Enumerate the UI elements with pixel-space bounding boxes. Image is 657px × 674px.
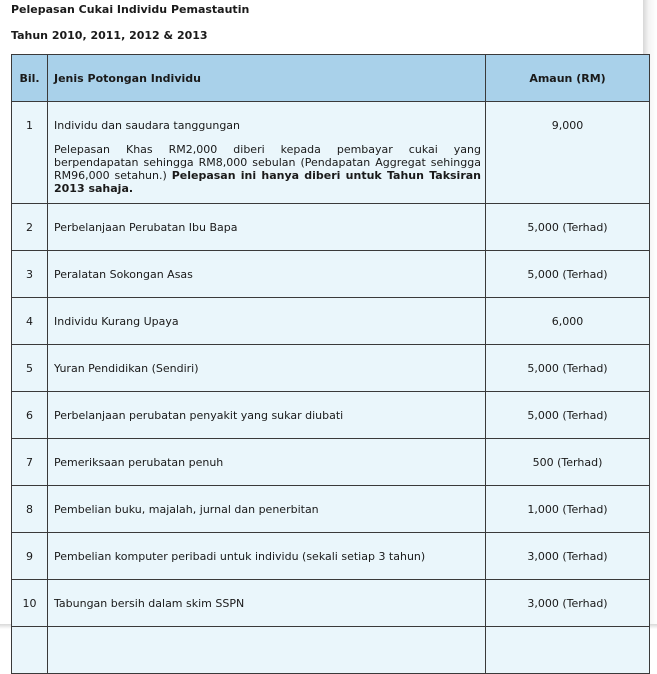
row-description: Pemeriksaan perubatan penuh: [48, 439, 486, 486]
row-description: Pembelian buku, majalah, jurnal dan penerbitan: [48, 486, 486, 533]
header-no: Bil.: [12, 55, 48, 102]
row-amount: 5,000 (Terhad): [486, 251, 650, 298]
row-description: Yuran Pendidikan (Sendiri): [48, 345, 486, 392]
row-amount: 1,000 (Terhad): [486, 486, 650, 533]
table-row: [12, 486, 650, 533]
table-row: [12, 251, 650, 298]
row-description: Individu Kurang Upaya: [48, 298, 486, 345]
row-no: 3: [12, 251, 48, 298]
row-amount: 5,000 (Terhad): [486, 392, 650, 439]
row-amount: 6,000: [486, 298, 650, 345]
tax-relief-table: [11, 54, 650, 674]
table-row: [12, 204, 650, 251]
row-no: 8: [12, 486, 48, 533]
row-no: 7: [12, 439, 48, 486]
page-title: Pelepasan Cukai Individu Pemastautin: [11, 3, 250, 16]
row-amount: 500 (Terhad): [486, 439, 650, 486]
table-row: [12, 439, 650, 486]
row-no: 1: [12, 102, 48, 204]
table-row: [12, 533, 650, 580]
note-text: Pelepasan Khas RM2,000 diberi kepada pembayar cukai yang berpendapatan sehingga RM8,000 sebulan (Pendapatan Aggregat sehingga RM96,000 setahun.): [54, 143, 481, 182]
table-row: [12, 298, 650, 345]
note-bold-text: Pelepasan ini hanya diberi untuk Tahun Taksiran 2013 sahaja.: [54, 169, 482, 195]
row-no: 5: [12, 345, 48, 392]
row-amount: 5,000 (Terhad): [486, 204, 650, 251]
row-amount: 5,000 (Terhad): [486, 345, 650, 392]
table-header-row: [12, 55, 650, 102]
row-no: 9: [12, 533, 48, 580]
row-description: Peralatan Sokongan Asas: [48, 251, 486, 298]
table-row: [12, 392, 650, 439]
row-description: [48, 102, 486, 204]
row-amount: 9,000: [486, 102, 650, 204]
row-description: Pembelian komputer peribadi untuk individu (sekali setiap 3 tahun): [48, 533, 486, 580]
row-description: Tabungan bersih dalam skim SSPN: [48, 580, 486, 627]
table-row: [12, 102, 650, 204]
page-subtitle: Tahun 2010, 2011, 2012 & 2013: [11, 29, 208, 42]
row-description-note: [54, 143, 485, 195]
row-no: 2: [12, 204, 48, 251]
row-amount: 3,000 (Terhad): [486, 533, 650, 580]
row-description: Perbelanjaan perubatan penyakit yang sukar diubati: [48, 392, 486, 439]
header-description: Jenis Potongan Individu: [48, 55, 486, 102]
row-no: 10: [12, 580, 48, 627]
row-no: 6: [12, 392, 48, 439]
row-amount: 3,000 (Terhad): [486, 580, 650, 627]
header-amount: Amaun (RM): [486, 55, 650, 102]
table-row: [12, 345, 650, 392]
row-no: 4: [12, 298, 48, 345]
row-description: Perbelanjaan Perubatan Ibu Bapa: [48, 204, 486, 251]
table-row: [12, 580, 650, 627]
row-description-title: Individu dan saudara tanggungan: [54, 119, 241, 132]
table-row-cut-off: [12, 627, 650, 674]
